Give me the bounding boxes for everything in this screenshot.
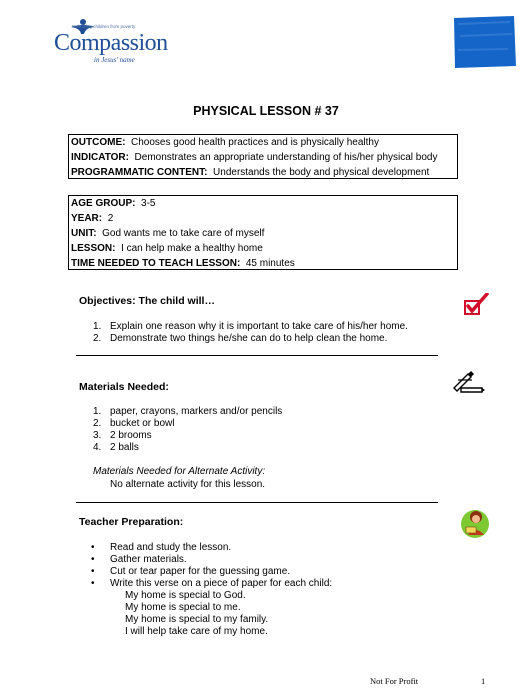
bullet-glyph: • [91, 554, 95, 565]
checkbox-check-icon [463, 293, 489, 317]
pencils-icon [452, 368, 486, 394]
section-divider [76, 355, 438, 356]
prep-bullet: Gather materials. [110, 554, 187, 565]
footer-note: Not For Profit [370, 676, 419, 686]
time-needed-value: 45 minutes [245, 258, 295, 269]
indicator-value: Demonstrates an appropriate understanding of his/her physical body [134, 152, 438, 163]
objective-item: Demonstrate two things he/she can do to help clean the home. [110, 333, 388, 344]
time-needed-label: TIME NEEDED TO TEACH LESSON: [71, 258, 241, 269]
alternate-materials-text: No alternate activity for this lesson. [110, 479, 266, 490]
material-item: paper, crayons, markers and/or pencils [110, 406, 283, 417]
material-item: bucket or bowl [110, 418, 175, 429]
prep-bullet: Cut or tear paper for the guessing game. [110, 566, 291, 577]
material-item: 2 brooms [110, 430, 152, 441]
objective-num: 1. [93, 321, 102, 332]
outcome-value: Chooses good health practices and is physically healthy [131, 137, 379, 148]
material-num: 4. [93, 442, 102, 453]
objectives-heading: Objectives: The child will… [79, 295, 215, 307]
year-label: YEAR: [71, 213, 103, 224]
objective-num: 2. [93, 333, 102, 344]
bullet-glyph: • [91, 578, 95, 589]
unit-row [71, 226, 455, 241]
section-divider [76, 502, 438, 503]
lesson-info-box [68, 195, 458, 270]
indicator-label: INDICATOR: [71, 152, 129, 163]
bullet-glyph: • [91, 566, 95, 577]
logo-subtitle: in Jesus' name [94, 56, 135, 64]
logo-wordmark: Compassion [54, 30, 168, 56]
teacher-icon [460, 505, 492, 541]
lesson-value: I can help make a healthy home [121, 243, 263, 254]
outcome-row [71, 135, 455, 150]
teacher-prep-heading: Teacher Preparation: [79, 516, 184, 528]
objective-item: Explain one reason why it is important to take care of his/her home. [110, 321, 408, 332]
verse-line: My home is special to my family. [125, 614, 269, 625]
material-num: 1. [93, 406, 102, 417]
compassion-logo [54, 22, 168, 68]
blue-paint-block [452, 16, 516, 68]
materials-heading: Materials Needed: [79, 381, 169, 393]
lesson-label: LESSON: [71, 243, 116, 254]
programmatic-content-value: Understands the body and physical development [213, 167, 430, 178]
material-num: 3. [93, 430, 102, 441]
age-group-value: 3-5 [141, 198, 156, 209]
verse-line: My home is special to me. [125, 602, 241, 613]
page-number: 1 [481, 676, 486, 686]
age-group-label: AGE GROUP: [71, 198, 136, 209]
outcome-box [68, 134, 458, 179]
year-row [71, 211, 455, 226]
verse-line: I will help take care of my home. [125, 626, 268, 637]
time-needed-row [71, 256, 455, 271]
outcome-label: OUTCOME: [71, 137, 126, 148]
verse-line: My home is special to God. [125, 590, 246, 601]
prep-bullet: Write this verse on a piece of paper for each child: [110, 578, 333, 589]
page-title: PHYSICAL LESSON # 37 [193, 104, 339, 118]
unit-value: God wants me to take care of myself [102, 228, 265, 239]
alternate-materials-heading: Materials Needed for Alternate Activity: [93, 466, 266, 477]
programmatic-content-label: PROGRAMMATIC CONTENT: [71, 167, 208, 178]
bullet-glyph: • [91, 542, 95, 553]
logo-tagline: Releasing children from poverty [72, 24, 136, 29]
year-value: 2 [107, 213, 114, 224]
age-group-row [71, 196, 455, 211]
prep-bullet: Read and study the lesson. [110, 542, 232, 553]
indicator-row [71, 150, 455, 165]
material-num: 2. [93, 418, 102, 429]
material-item: 2 balls [110, 442, 139, 453]
unit-label: UNIT: [71, 228, 97, 239]
programmatic-content-row [71, 165, 455, 180]
lesson-row [71, 241, 455, 256]
